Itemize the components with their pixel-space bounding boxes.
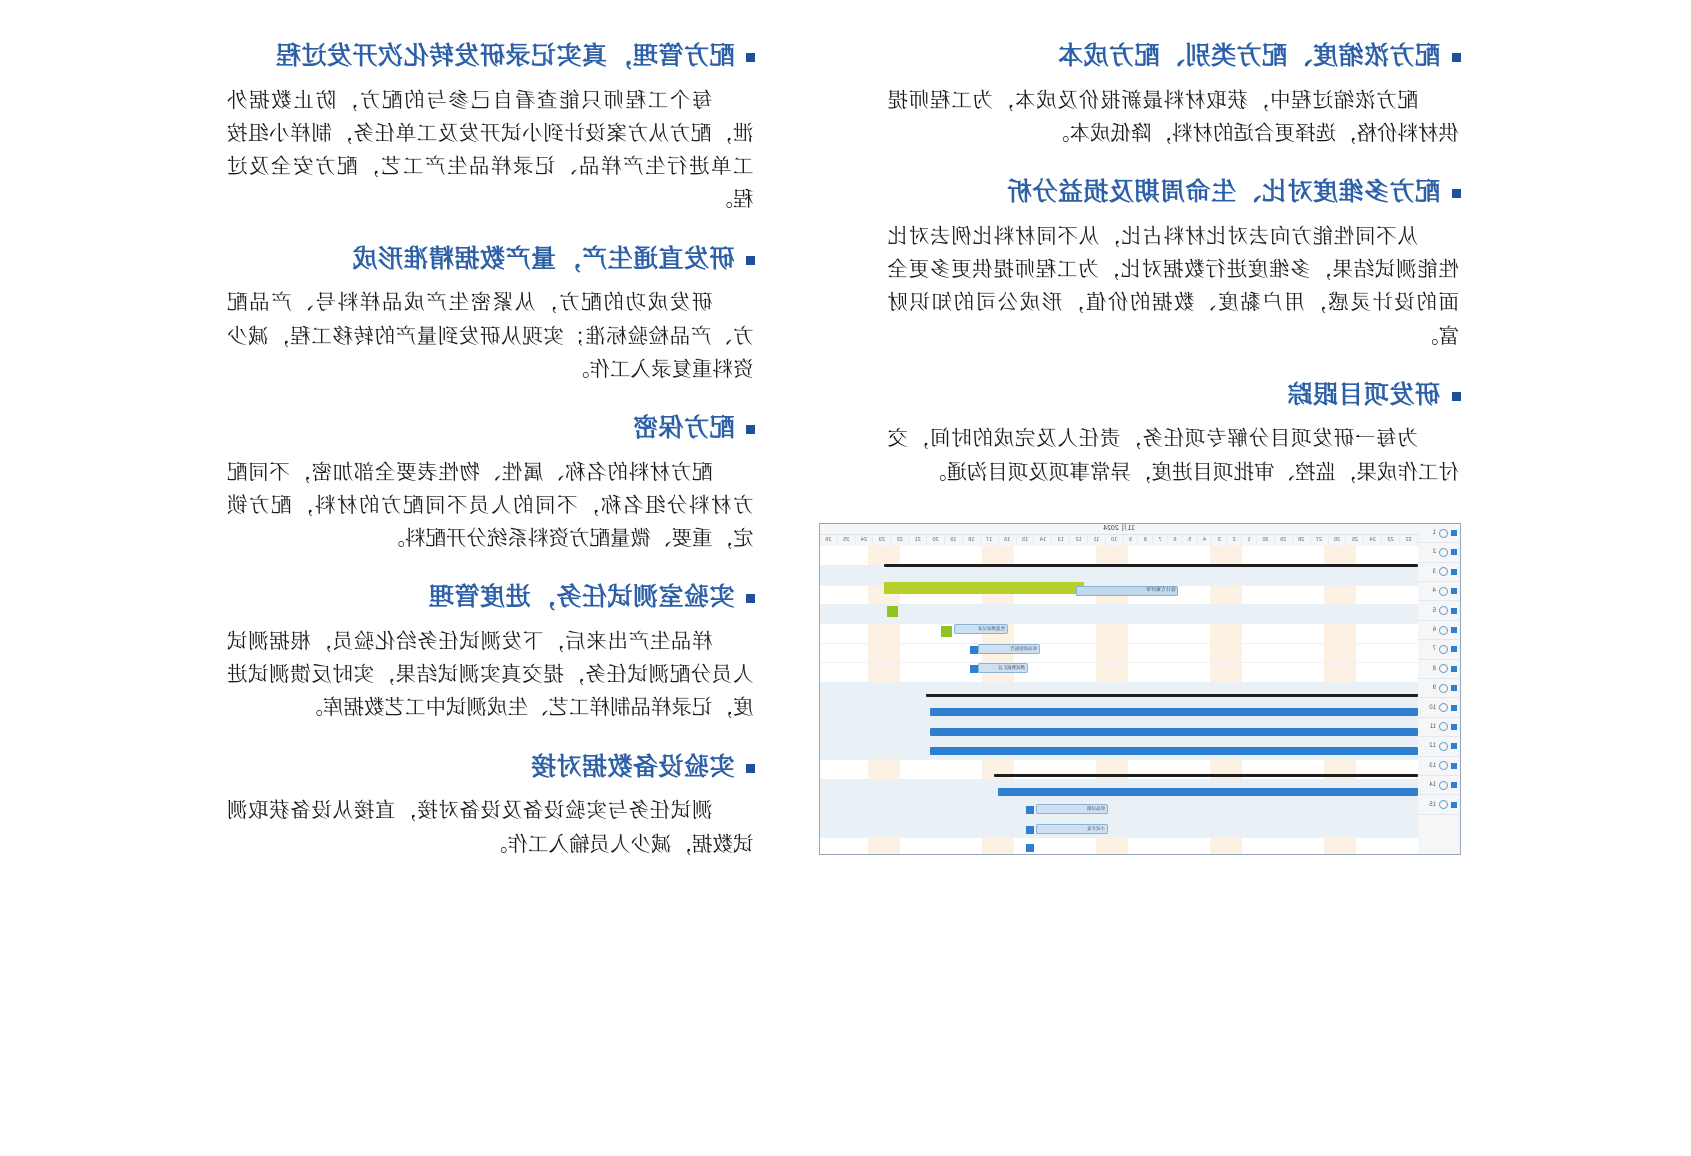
section-heading: 研发项目跟踪 [1286,380,1440,409]
gantt-day: 30 [1257,535,1275,546]
heading-row [225,581,756,615]
circle-icon [1439,781,1448,790]
square-icon [1451,724,1457,730]
gantt-day: 15 [1017,535,1035,546]
task-bar [930,728,1418,736]
gantt-day: 9 [1124,535,1139,546]
task-bar [884,582,1084,594]
task-chip: 小试开发 [1036,824,1108,834]
row-number: 15 [1429,801,1436,808]
section-right-1 [225,243,756,386]
left-column [825,40,1691,1116]
task-marker [970,665,978,673]
square-icon [1451,685,1457,691]
section-body: 测试任务与实验设备及设备对接，直接从设备获取测试数据，减少人员输入工作。 [227,799,754,856]
row-number: 12 [1429,743,1436,750]
gantt-day: 24 [856,535,874,546]
square-icon [1451,530,1457,536]
circle-icon [1439,684,1448,693]
gantt-row-header [1418,601,1460,620]
gantt-day: 22 [1400,535,1418,546]
gantt-row [820,817,1418,837]
gantt-row-header [1418,698,1460,717]
circle-icon [1439,548,1448,557]
gantt-day: 4 [1198,535,1213,546]
row-number: 13 [1429,762,1436,769]
bullet-square-icon [1452,189,1461,198]
section-left-0 [886,40,1462,150]
square-icon [1451,666,1457,672]
gantt-day: 11 [1088,535,1105,546]
circle-icon [1439,742,1448,751]
section-heading: 实验室测试任务，进度管理 [428,583,735,612]
row-number: 2 [1432,549,1436,556]
heading-row [886,379,1462,413]
gantt-row [820,643,1418,663]
section-right-0 [225,40,756,217]
gantt-row-header [1418,757,1460,776]
gantt-row [820,662,1418,682]
gantt-day: 29 [1275,535,1293,546]
circle-icon [1439,722,1448,731]
gantt-day: 26 [1329,535,1347,546]
square-icon [1451,705,1457,711]
gantt-day: 16 [999,535,1017,546]
section-body: 样品生产出来后，下发测试任务给化验员，根据测试人员分配测试任务，提交真实测试结果，实时反馈测试进度，记录样品制样工艺、生成测试中工艺数据库。 [227,630,754,720]
task-bar [930,747,1418,755]
task-marker [1026,806,1034,814]
gantt-row-header [1418,621,1460,640]
row-number: 5 [1432,607,1436,614]
task-bar [998,788,1418,796]
gantt-day: 12 [1070,535,1088,546]
square-icon [1451,588,1457,594]
square-icon [1451,763,1457,769]
section-body: 从不同性能方向去对比材料占比，从不同材料比例去对比性能测试结果，多维度进行数据对比，为工程师提供更多更全面的设计灵感，用户黏度、数据的价值，形成公司的知识财富。 [887,224,1459,348]
bullet-square-icon [747,594,756,603]
circle-icon [1439,606,1448,615]
gantt-row-header [1418,563,1460,582]
gantt-day: 22 [891,535,909,546]
row-number: 6 [1432,627,1436,634]
gantt-row-header [1418,660,1460,679]
section-right-4 [225,751,756,861]
bullet-square-icon [1452,392,1461,401]
gantt-row-header [1418,679,1460,698]
gantt-day: 7 [1153,535,1168,546]
row-number: 11 [1429,723,1436,730]
section-body: 每个工程师只能查看自己参与的配方，防止数据外泄，配方从方案设计到小试开发及工单任务，制样小组按工单进行生产样品、记录样品生产工艺，配方安全及过程。 [227,88,754,212]
bullet-square-icon [747,425,756,434]
gantt-row-header [1418,795,1460,814]
gantt-timeline-header [820,524,1418,547]
gantt-row-headers [1417,524,1460,854]
gantt-row-header [1418,776,1460,795]
circle-icon [1439,800,1448,809]
task-marker [1026,844,1034,852]
section-body: 研发成功的配方，从紧密生产成品样料号、产品配方、产品检验标准；实现从研发到量产的转移工程，减少资料重复录入工作。 [227,291,754,381]
summary-bar [926,694,1418,697]
gantt-day: 23 [873,535,891,546]
gantt-row [820,798,1418,818]
section-left-2 [886,379,1462,489]
gantt-row-header [1418,737,1460,756]
gantt-row [820,623,1418,643]
row-number: 7 [1432,646,1436,653]
gantt-chart-screenshot [819,523,1461,855]
bullet-square-icon [747,53,756,62]
gantt-day: 3 [1213,535,1228,546]
section-heading: 配方管理，真实记录研发转化次开发过程 [275,42,735,70]
gantt-day: 25 [1346,535,1364,546]
summary-bar [884,564,1418,567]
gantt-row-header [1418,524,1460,543]
task-chip: 样品检验报告 [978,644,1040,654]
task-marker [1026,826,1034,834]
gantt-day: 13 [1052,535,1070,546]
gantt-day: 26 [820,535,838,546]
heading-row [225,751,756,785]
section-body: 配方材料的名称、属性、物性表要全部加密，不同配方材料分组名称，不同的人员不同配方的材料，配方锁定，重要、微量配方资料系统分开配料。 [227,460,754,551]
gantt-day: 6 [1168,535,1183,546]
right-column [0,40,846,1116]
row-number: 4 [1432,588,1436,595]
task-marker [970,646,978,654]
gantt-day: 10 [1106,535,1124,546]
section-body: 为每一研发项目分解专项任务，责任人及完成的时间，交付工作成果，监控、审批项目进度，异常事项及项目沟通。 [887,427,1459,484]
gantt-day: 23 [1382,535,1400,546]
row-number: 10 [1429,704,1436,711]
circle-icon [1439,664,1448,673]
circle-icon [1439,567,1448,576]
square-icon [1451,569,1457,575]
gantt-day: 20 [927,535,945,546]
row-number: 1 [1432,530,1436,537]
gantt-row-header [1418,640,1460,659]
circle-icon [1439,703,1448,712]
gantt-day: 19 [945,535,963,546]
circle-icon [1439,761,1448,770]
square-icon [1451,646,1457,652]
square-icon [1451,802,1457,808]
task-bar [930,708,1418,716]
milestone-marker [887,606,898,617]
section-body: 配方浓缩过程中，获取材料最新报价及成本，为工程师提供材料价格，选择更合适的材料，降低成本。 [887,88,1459,145]
gantt-row [820,604,1418,624]
circle-icon [1439,626,1448,635]
circle-icon [1439,529,1448,538]
gantt-day: 1 [1242,535,1257,546]
gantt-chart-body [820,546,1418,854]
milestone-marker [941,626,952,637]
gantt-day: 24 [1364,535,1382,546]
gantt-day: 27 [1311,535,1329,546]
section-heading: 实验设备数据对接 [530,752,735,781]
row-number: 3 [1432,568,1436,575]
task-chip: 测试数据汇总 [978,663,1028,673]
heading-row [225,243,756,277]
gantt-day: 14 [1034,535,1052,546]
heading-row [886,176,1462,210]
square-icon [1451,743,1457,749]
gantt-day: 21 [909,535,927,546]
bullet-square-icon [747,256,756,265]
gantt-day: 25 [838,535,856,546]
gantt-row-header [1418,718,1460,737]
gantt-day: 17 [981,535,999,546]
row-number: 9 [1432,685,1436,692]
section-right-3 [225,581,756,724]
section-right-2 [225,412,756,555]
gantt-day: 8 [1138,535,1153,546]
heading-row [225,40,756,74]
task-label: 设计方案评审 [1145,586,1176,593]
task-chip: 样品试制 [1036,804,1108,814]
gantt-day: 5 [1183,535,1198,546]
square-icon [1451,627,1457,633]
gantt-row-header [1418,543,1460,562]
section-heading: 配方保密 [632,413,735,442]
gantt-day: 2 [1227,535,1242,546]
square-icon [1451,549,1457,555]
gantt-row [820,682,1418,702]
row-number: 14 [1429,782,1436,789]
gantt-day: 28 [1293,535,1311,546]
square-icon [1451,782,1457,788]
heading-row [225,412,756,446]
section-heading: 配方浓缩度、配方类别、配方成本 [1057,42,1440,70]
section-heading: 配方多维度对比、生命周期及损益分析 [1006,178,1440,207]
gantt-day: 18 [963,535,981,546]
section-heading: 研发直通生产，量产数据精准形成 [351,244,735,273]
summary-bar [994,774,1418,777]
gantt-row-header [1418,582,1460,601]
heading-row [886,40,1462,74]
gantt-month-label: 11月 2024 [820,524,1418,535]
row-number: 8 [1432,665,1436,672]
gantt-day-labels [820,535,1418,546]
circle-icon [1439,645,1448,654]
task-chip: 性能测试记录 [954,624,1008,634]
section-left-1 [886,176,1462,353]
gantt-chart [820,524,1460,854]
square-icon [1451,608,1457,614]
circle-icon [1439,587,1448,596]
two-column-layout [0,40,1691,1116]
bullet-square-icon [1452,53,1461,62]
bullet-square-icon [747,764,756,773]
